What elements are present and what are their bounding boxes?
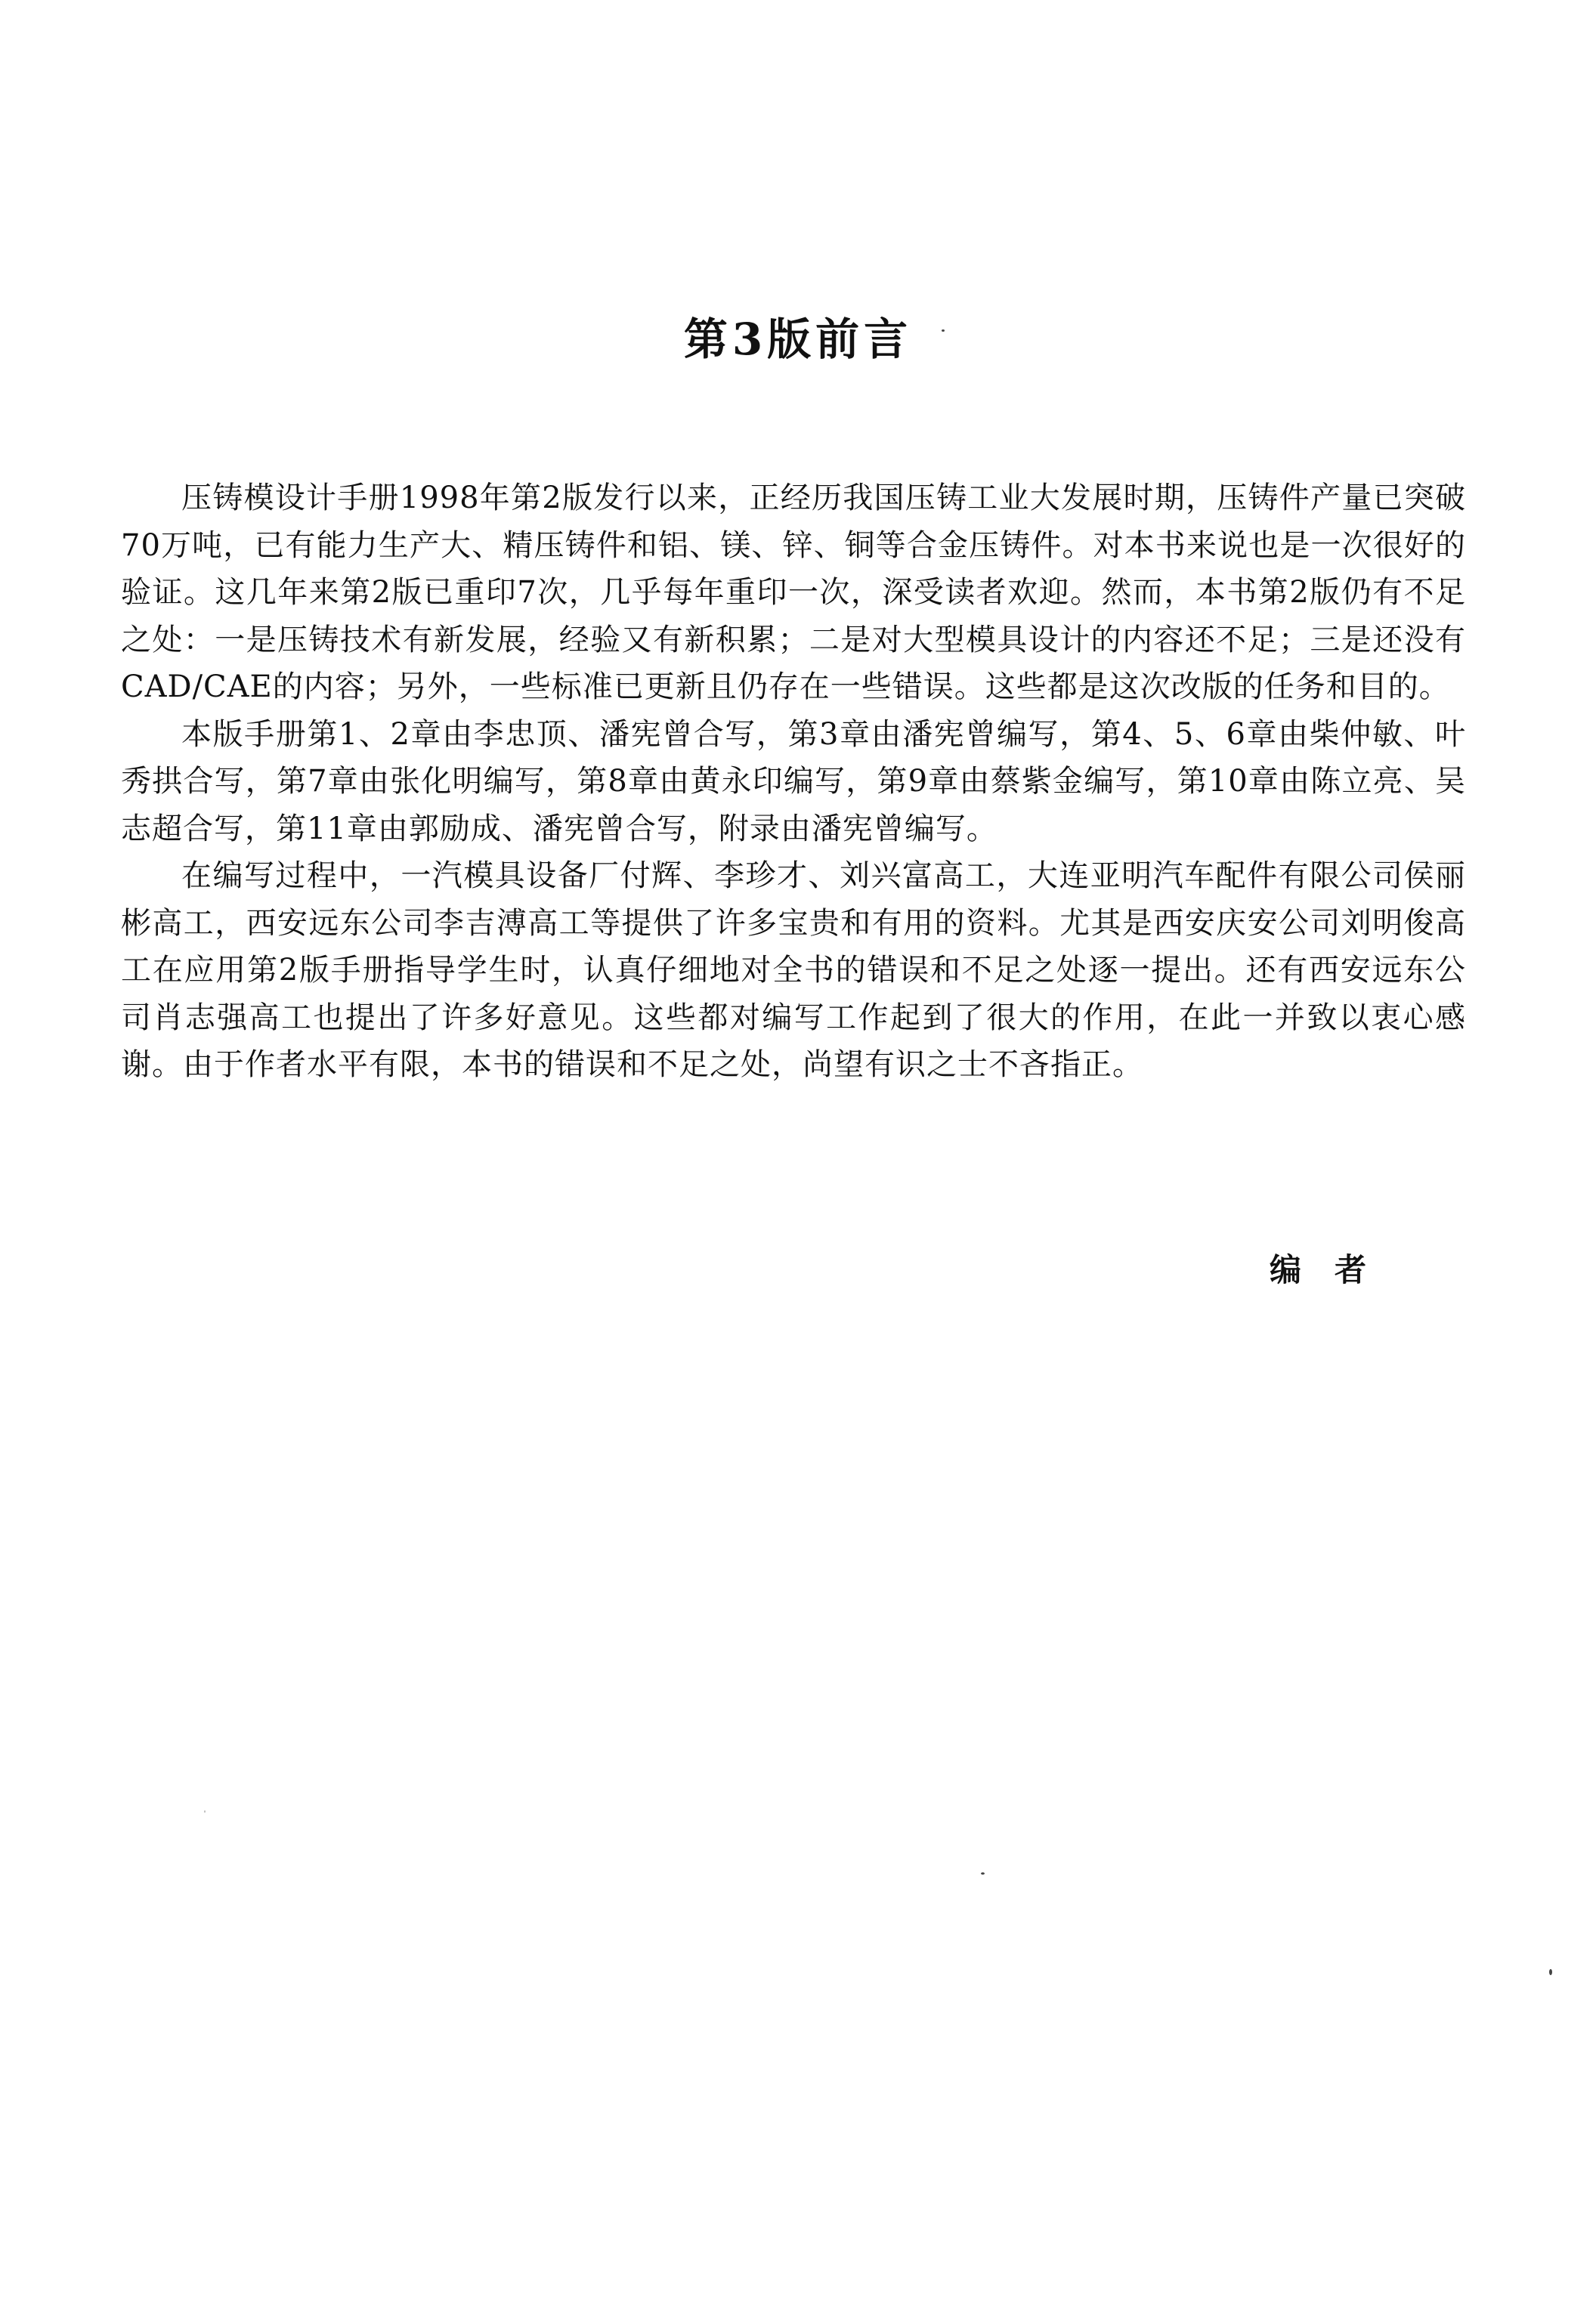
paragraph-3: 在编写过程中，一汽模具设备厂付辉、李珍才、刘兴富高工，大连亚明汽车配件有限公司侯丽彬高工，西安远东公司李吉溥高工等提供了许多宝贵和有用的资料。尤其是西安庆安公司刘明俊高工在应用第2版手册指导学生时，认真仔细地对全书的错误和不足之处逐一提出。还有西安远东公司肖志强高工也提出了许多好意见。这些都对编写工作起到了很大的作用，在此一并致以衷心感谢。由于作者水平有限，本书的错误和不足之处，尚望有识之士不吝指正。 (121, 858, 1466, 1082)
scan-speck (942, 329, 945, 332)
paragraph-2: 本版手册第1、2章由李忠顶、潘宪曾合写，第3章由潘宪曾编写，第4、5、6章由柴仲敏、叶秀拱合写，第7章由张化明编写，第8章由黄永印编写，第9章由蔡紫金编写，第10章由陈立亮、吴志超合写，第11章由郭励成、潘宪曾合写，附录由潘宪曾编写。 (121, 716, 1466, 846)
scan-speck (1549, 1969, 1552, 1975)
page-title: 第3版前言 (683, 314, 913, 365)
preface-body (121, 475, 1466, 1089)
scan-speck (204, 1810, 206, 1813)
paragraph-1: 压铸模设计手册1998年第2版发行以来，正经历我国压铸工业大发展时期，压铸件产量已突破70万吨，已有能力生产大、精压铸件和铝、镁、锌、铜等合金压铸件。对本书来说也是一次很好的验证。这几年来第2版已重印7次，几乎每年重印一次，深受读者欢迎。然而，本书第2版仍有不足之处：一是压铸技术有新发展，经验又有新积累；二是对大型模具设计的内容还不足；三是还没有CAD/CAE的内容；另外，一些标准已更新且仍存在一些错误。这些都是这次改版的任务和目的。 (121, 481, 1466, 704)
author-signature: 编者 (1270, 1251, 1400, 1288)
scan-speck (981, 1872, 985, 1875)
